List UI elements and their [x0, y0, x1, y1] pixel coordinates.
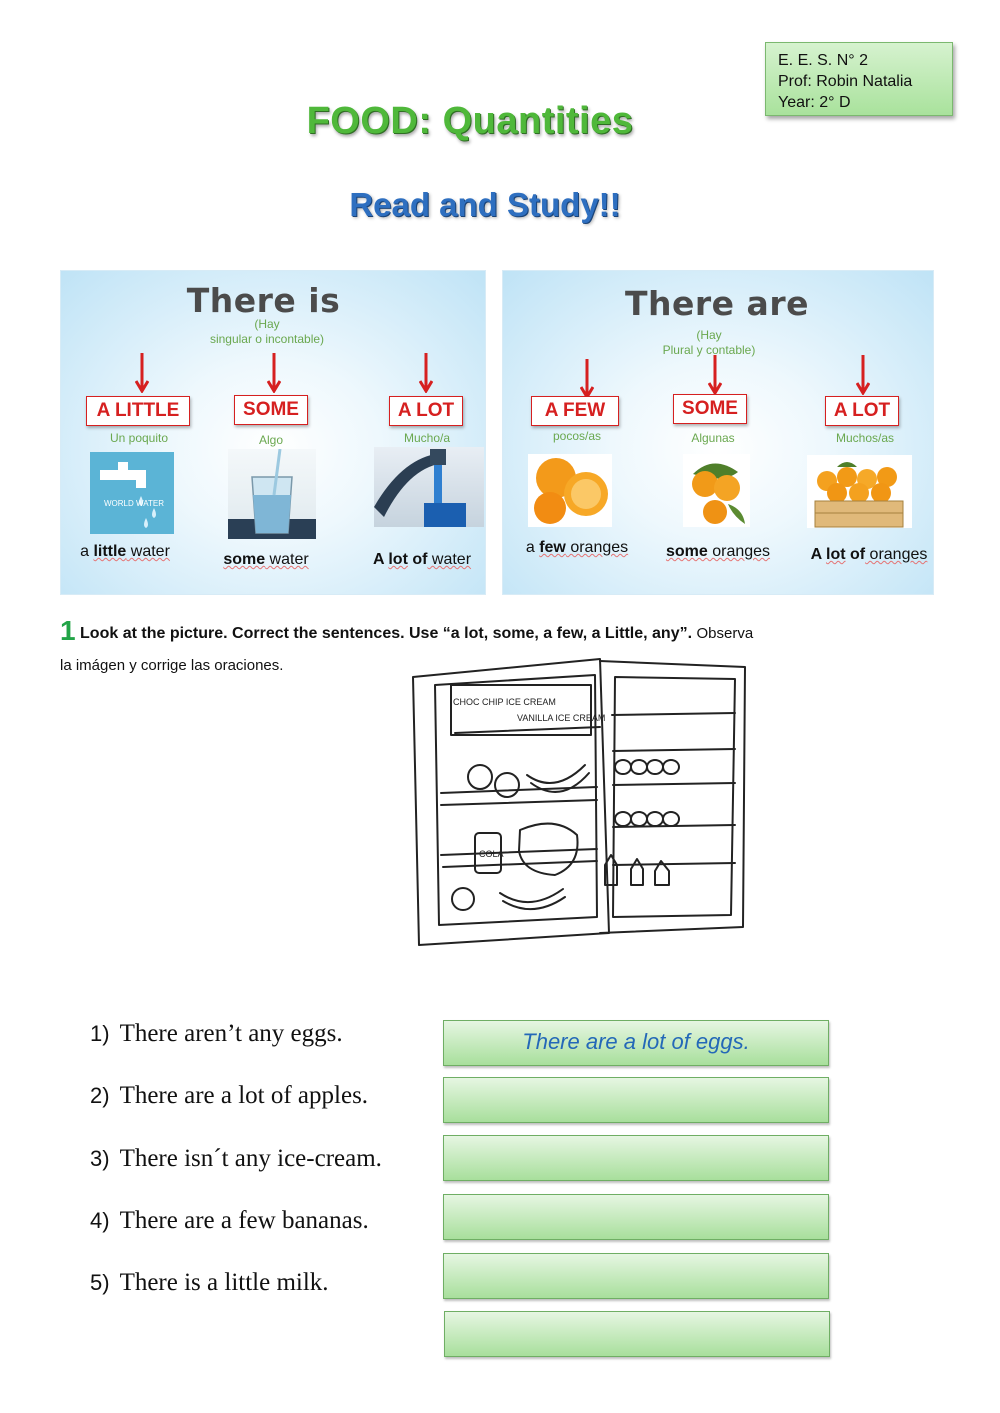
ice-cream-label-2: VANILLA ICE CREAM	[517, 713, 606, 723]
translation: Un poquito	[109, 431, 169, 445]
answer-field-3[interactable]	[443, 1135, 829, 1181]
world-water-text: WORLD WATER	[104, 499, 164, 508]
fridge-drawing	[405, 655, 757, 963]
down-arrow-icon	[708, 355, 722, 395]
ice-cream-label-1: CHOC CHIP ICE CREAM	[453, 697, 556, 707]
page-title: FOOD: Quantities	[306, 100, 634, 142]
instruction-note: Observa	[696, 625, 754, 642]
quantity-label: A LITTLE	[86, 396, 190, 426]
translation: Mucho/a	[403, 431, 451, 445]
tap-water-image	[374, 447, 484, 527]
caption: some water	[223, 551, 309, 568]
panel-note-1: (Hay	[696, 328, 722, 342]
translation: Algo	[258, 433, 284, 447]
exercise-instruction	[60, 617, 940, 648]
some-oranges-image	[683, 454, 750, 527]
sentence-5: 5) There is a little milk.	[90, 1269, 329, 1296]
world-water-tap-image	[90, 452, 174, 534]
school-name: E. E. S. N° 2	[778, 52, 868, 69]
answer-field-1[interactable]: There are a lot of eggs.	[443, 1020, 829, 1066]
exercise-number: 1	[60, 615, 76, 646]
answer-field-2[interactable]	[443, 1077, 829, 1123]
quantity-label: A LOT	[389, 396, 463, 426]
translation: pocos/as	[552, 429, 602, 443]
down-arrow-icon	[419, 353, 433, 393]
panel-title: There is	[186, 281, 341, 320]
class-year: Year: 2° D	[778, 94, 851, 111]
caption: some oranges	[665, 543, 771, 560]
sentence-2: 2) There are a lot of apples.	[90, 1082, 369, 1109]
there-are-panel	[502, 270, 934, 595]
quantity-label: A LOT	[825, 396, 899, 426]
translation: Muchos/as	[835, 431, 895, 445]
caption: A lot of water	[372, 551, 472, 568]
panel-note-2: Plural y contable)	[662, 343, 756, 357]
down-arrow-icon	[856, 355, 870, 395]
down-arrow-icon	[580, 359, 594, 399]
panel-title: There are	[625, 284, 809, 323]
answer-field-5[interactable]	[443, 1253, 829, 1299]
caption: a few oranges	[525, 539, 629, 556]
caption: a little water	[80, 543, 170, 560]
translation: Algunas	[691, 431, 735, 445]
quantity-label: SOME	[673, 394, 747, 424]
down-arrow-icon	[267, 353, 281, 393]
panel-note-2: singular o incontable)	[209, 332, 325, 346]
answer-field-6[interactable]	[444, 1311, 830, 1357]
few-oranges-image	[528, 454, 612, 527]
crate-of-oranges-image	[807, 455, 912, 528]
down-arrow-icon	[135, 353, 149, 393]
caption: A lot of oranges	[810, 546, 928, 563]
teacher-name: Prof: Robin Natalia	[778, 73, 913, 90]
answer-field-4[interactable]	[443, 1194, 829, 1240]
there-is-panel	[60, 270, 486, 595]
sentence-4: 4) There are a few bananas.	[90, 1207, 369, 1234]
sentence-1: 1) There aren’t any eggs.	[90, 1020, 343, 1047]
cola-label: COLA	[479, 849, 504, 859]
instruction-note-line2: la imágen y corrige las oraciones.	[60, 657, 284, 674]
sentence-3: 3) There isn´t any ice-cream.	[90, 1145, 382, 1172]
quantity-label: SOME	[234, 395, 308, 425]
glass-of-water-image	[228, 449, 316, 539]
panel-note-1: (Hay	[254, 317, 280, 331]
page-subtitle: Read and Study!!	[349, 186, 621, 223]
instruction-text: Look at the picture. Correct the sentences. Use “a lot, some, a few, a Little, any”.	[80, 625, 693, 642]
quantity-label: A FEW	[531, 396, 619, 426]
